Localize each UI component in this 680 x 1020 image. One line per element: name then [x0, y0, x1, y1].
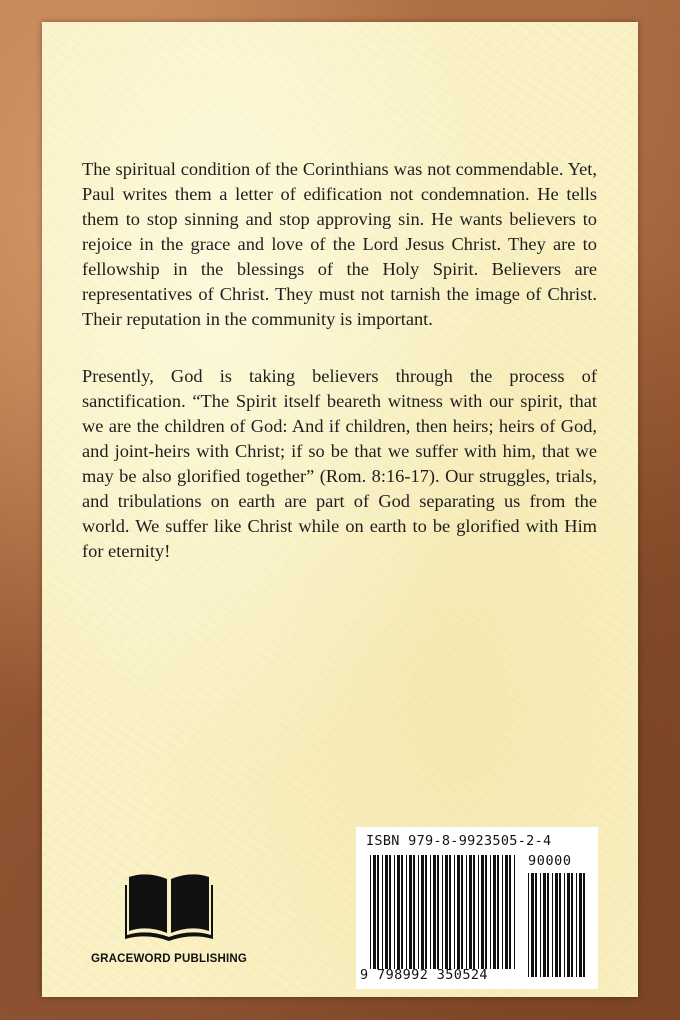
back-cover-panel	[42, 22, 638, 997]
barcode-bar	[445, 855, 448, 969]
description-paragraph-2: Presently, God is taking believers through the process of sanctification. “The Spirit itself beareth witness with our spirit, that we are the children of God: And if children, then heirs; heirs of God, and joint-heirs with Christ; if so be that we suffer with him, that we may be also glorified together” (Rom. 8:16-17). Our struggles, trials, and tribulations on earth are part of God separating us from the world. We suffer like Christ while on earth to be glorified with Him for eternity!	[82, 366, 597, 561]
barcode-bar	[509, 855, 511, 969]
barcode-bar	[437, 855, 439, 969]
barcode-bar	[469, 855, 472, 969]
barcode-bar	[413, 855, 415, 969]
barcode-bar	[547, 873, 549, 977]
ean-digits: 9 798992 350524	[360, 967, 488, 983]
barcode-bar	[564, 873, 565, 977]
barcode-bar	[461, 855, 463, 969]
barcode-bar	[576, 873, 577, 977]
barcode-bar	[535, 873, 537, 977]
barcode-bar	[466, 855, 467, 969]
barcode-bar	[421, 855, 424, 969]
barcode-bar	[579, 873, 582, 977]
barcode-bars	[356, 827, 598, 989]
barcode-bar	[394, 855, 395, 969]
barcode-bar	[454, 855, 455, 969]
barcode-bar	[401, 855, 403, 969]
barcode-bar	[481, 855, 484, 969]
barcode-bar	[490, 855, 491, 969]
barcode-bar	[425, 855, 427, 969]
barcode-bar	[543, 873, 546, 977]
barcode-bar	[370, 855, 371, 969]
barcode-bar	[531, 873, 534, 977]
barcode-bar	[449, 855, 451, 969]
barcode-bar	[567, 873, 570, 977]
barcode-bar	[571, 873, 573, 977]
isbn-barcode	[356, 827, 598, 989]
publisher-logo	[84, 867, 254, 965]
barcode-bar	[409, 855, 412, 969]
barcode-bar	[552, 873, 553, 977]
barcode-bar	[406, 855, 407, 969]
isbn-label: ISBN 979-8-9923505-2-4	[366, 833, 552, 849]
barcode-bar	[377, 855, 379, 969]
barcode-bar	[583, 873, 585, 977]
barcode-bar	[505, 855, 508, 969]
barcode-bar	[397, 855, 400, 969]
publisher-name: GRACEWORD PUBLISHING	[90, 953, 248, 965]
barcode-bar	[418, 855, 419, 969]
barcode-bar	[478, 855, 479, 969]
barcode-bar	[433, 855, 436, 969]
barcode-bar	[485, 855, 487, 969]
barcode-bar	[555, 873, 558, 977]
barcode-bar	[493, 855, 496, 969]
barcode-bar	[382, 855, 383, 969]
barcode-bar	[497, 855, 499, 969]
barcode-bar	[514, 855, 515, 969]
barcode-bar	[457, 855, 460, 969]
barcode-bar	[442, 855, 443, 969]
barcode-bar	[430, 855, 431, 969]
open-book-icon	[123, 867, 215, 941]
barcode-bar	[373, 855, 376, 969]
barcode-bar	[389, 855, 391, 969]
barcode-bar	[385, 855, 388, 969]
barcode-bar	[540, 873, 541, 977]
barcode-bar	[528, 873, 529, 977]
barcode-bar	[502, 855, 503, 969]
description-paragraph-1: The spiritual condition of the Corinthians was not commendable. Yet, Paul writes them a letter of edification not condemnation. He tells them to stop sinning and stop approving sin. He wants believers to rejoice in the grace and love of the Lord Jesus Christ. They are to fellowship in the blessings of the Holy Spirit. Believers are representatives of Christ. They must not tarnish the image of Christ. Their reputation in the community is important.	[82, 159, 597, 329]
barcode-bar	[559, 873, 561, 977]
price-code: 90000	[528, 853, 572, 869]
barcode-bar	[473, 855, 475, 969]
